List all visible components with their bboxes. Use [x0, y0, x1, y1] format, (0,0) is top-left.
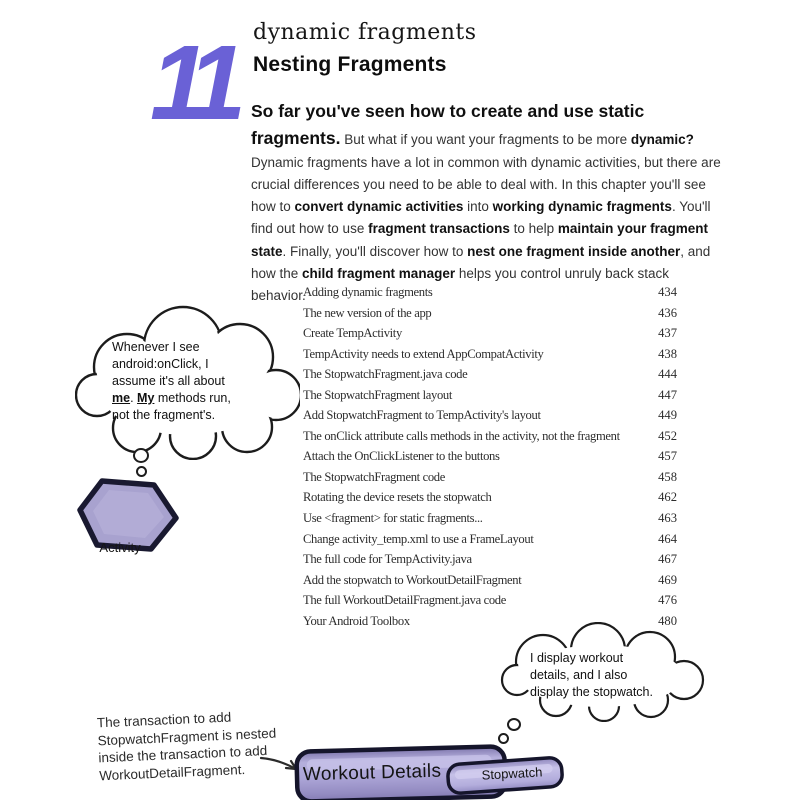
toc-row	[303, 303, 677, 324]
toc-entry-label: Attach the OnClickListener to the buttons	[303, 449, 500, 464]
toc-entry-page-number: 438	[658, 346, 677, 361]
toc-entry-label: Create TempActivity	[303, 326, 402, 341]
toc-entry-page-number: 457	[658, 449, 677, 464]
bubble-line: I display workout	[530, 651, 624, 665]
toc-entry-label: The full WorkoutDetailFragment.java code	[303, 593, 506, 608]
thought-bubble-text	[112, 339, 272, 424]
toc-entry-page-number: 458	[658, 469, 677, 484]
table-of-contents	[303, 282, 677, 631]
intro-paragraph	[251, 98, 725, 308]
bubble-line: not the fragment's.	[112, 408, 216, 422]
intro-segment: to help	[509, 221, 558, 237]
toc-entry-label: The StopwatchFragment.java code	[303, 367, 468, 382]
toc-entry-page-number: 437	[658, 326, 677, 341]
bubble-line: assume it's all about	[112, 374, 225, 388]
toc-row	[303, 529, 677, 550]
toc-entry-page-number: 464	[658, 531, 677, 546]
bubble-line: Whenever I see	[112, 340, 200, 354]
annotation-line: WorkoutDetailFragment.	[98, 761, 246, 783]
toc-entry-label: Add the stopwatch to WorkoutDetailFragment	[303, 572, 522, 587]
toc-row	[303, 590, 677, 611]
workout-details-label: Workout Details	[302, 760, 442, 786]
toc-row	[303, 385, 677, 406]
toc-row	[303, 446, 677, 467]
toc-entry-label: Adding dynamic fragments	[303, 285, 433, 299]
annotation-line: StopwatchFragment is nested	[97, 725, 277, 748]
activity-thought-bubble	[75, 305, 300, 460]
toc-row	[303, 570, 677, 591]
intro-body	[251, 132, 721, 304]
toc-entry-label: The StopwatchFragment layout	[303, 387, 452, 402]
fragment-thought-bubble	[498, 622, 713, 722]
intro-segment: child fragment manager	[302, 265, 456, 281]
toc-row	[303, 364, 677, 385]
toc-entry-page-number: 436	[658, 305, 677, 320]
toc-entry-page-number: 480	[658, 613, 677, 628]
toc-entry-label: Change activity_temp.xml to use a FrameLayout	[303, 531, 534, 546]
annotation-line: inside the transaction to add	[98, 742, 268, 766]
toc-row	[303, 426, 677, 447]
intro-segment: fragment transactions	[368, 221, 510, 237]
emphasized-word: me	[112, 391, 131, 405]
intro-segment: dynamic?	[630, 131, 694, 147]
thought-trail-dot-icon	[133, 448, 149, 463]
chapter-kicker: dynamic fragments	[253, 20, 477, 45]
toc-row	[303, 344, 677, 365]
intro-lead: So far you've seen how to create and use static fragments.	[251, 100, 645, 148]
intro-segment: convert dynamic activities	[294, 199, 464, 215]
bubble-line: display the stopwatch.	[530, 685, 653, 699]
toc-row	[303, 405, 677, 426]
toc-entry-page-number: 447	[658, 387, 677, 402]
toc-entry-page-number: 476	[658, 593, 677, 608]
intro-segment: working dynamic fragments	[492, 199, 672, 215]
toc-entry-page-number: 467	[658, 552, 677, 567]
page-title: Nesting Fragments	[253, 53, 447, 76]
toc-entry-label: Use <fragment> for static fragments...	[303, 511, 483, 526]
toc-row	[303, 323, 677, 344]
toc-row	[303, 282, 677, 303]
toc-row	[303, 549, 677, 570]
bubble-line: android:onClick, I	[112, 357, 209, 371]
thought-bubble-text	[530, 650, 690, 701]
thought-trail-dot-icon	[507, 718, 521, 731]
intro-segment: maintain your fragment state	[251, 221, 708, 259]
toc-row	[303, 487, 677, 508]
toc-entry-label: The onClick attribute calls methods in the activity, not the fragment	[303, 428, 620, 443]
toc-entry-page-number: 452	[658, 428, 677, 443]
bubble-text-fragment: methods run,	[154, 391, 231, 405]
toc-entry-page-number: 469	[658, 572, 677, 587]
toc-entry-page-number: 462	[658, 490, 677, 505]
toc-row	[303, 467, 677, 488]
emphasized-word: My	[137, 391, 155, 405]
intro-segment: into	[463, 199, 493, 215]
toc-entry-label: The StopwatchFragment code	[303, 469, 445, 484]
toc-entry-label: Add StopwatchFragment to TempActivity's layout	[303, 408, 541, 423]
toc-entry-label: Rotating the device resets the stopwatch	[303, 490, 492, 505]
toc-entry-page-number: 463	[658, 511, 677, 526]
bubble-line: details, and I also	[530, 668, 628, 682]
bubble-text-fragment: .	[130, 391, 138, 405]
intro-segment: helps you control unruly back stack behavior.	[251, 265, 669, 304]
intro-segment: . Finally, you'll discover how to	[282, 243, 468, 259]
toc-entry-label: TempActivity needs to extend AppCompatActivity	[303, 346, 544, 361]
activity-label: Activity	[99, 540, 141, 555]
chapter-number: 11	[150, 24, 233, 142]
stopwatch-label: Stopwatch	[481, 764, 543, 783]
intro-segment: nest one fragment inside another	[467, 243, 681, 259]
annotation-line: The transaction to add	[96, 709, 232, 731]
intro-segment: . You'll find out how to use	[251, 199, 711, 237]
toc-entry-label: The full code for TempActivity.java	[303, 552, 472, 567]
intro-segment: But what if you want your fragments to be more	[340, 131, 631, 147]
toc-entry-page-number: 444	[658, 367, 677, 382]
bubble-line	[112, 390, 272, 407]
toc-entry-page-number: 434	[658, 285, 677, 299]
intro-segment: , and how the	[251, 243, 711, 281]
toc-entry-label: The new version of the app	[303, 305, 432, 320]
intro-segment: Dynamic fragments have a lot in common with dynamic activities, but there are crucial differences you need to be able to deal with. In this chapter you'll see how to	[251, 154, 721, 215]
toc-row	[303, 508, 677, 529]
toc-entry-page-number: 449	[658, 408, 677, 423]
toc-entry-label: Your Android Toolbox	[303, 613, 410, 628]
